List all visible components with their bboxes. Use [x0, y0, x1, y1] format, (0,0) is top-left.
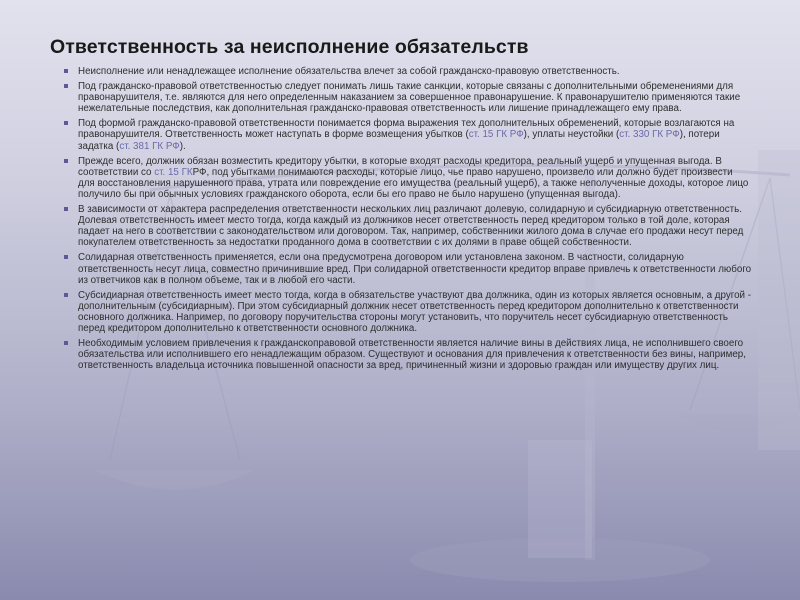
bullet-icon: [64, 159, 68, 163]
list-item: Неисполнение или ненадлежащее исполнение обязательства влечет за собой гражданско-правовую ответственность.: [62, 66, 752, 77]
bullet-icon: [64, 207, 68, 211]
article-link[interactable]: ст. 381 ГК РФ: [119, 140, 180, 152]
bullet-icon: [64, 69, 68, 73]
slide-title: Ответственность за неисполнение обязательств: [50, 36, 529, 58]
list-item: Под формой гражданско-правовой ответственности понимается форма выражения тех дополнительных обременений, которые возлагаются на правонарушителя. Ответственность может наступать в форме возмещения убытков (ст. 15 ГК РФ), уплаты неустойки (ст. 330 ГК РФ), потери задатка (ст. 381 ГК РФ).: [62, 118, 752, 151]
bullet-icon: [64, 255, 68, 259]
bullet-icon: [64, 121, 68, 125]
bullet-list: [62, 66, 752, 375]
list-item: Субсидиарная ответственность имеет место тогда, когда в обязательстве участвуют два должника, один из которых является основным, а другой - дополнительным (субсидиарным). При этом субсидиарный должник несет ответственность перед кредитором дополнительно к ответственности основного должника. Например, по договору поручительства стороны могут установить, что поручитель несет субсидиарную ответственность перед кредитором дополнительно к ответственности основного должника.: [62, 290, 752, 334]
list-item: Прежде всего, должник обязан возместить кредитору убытки, в которые входят расходы кредитора, реальный ущерб и упущенная выгода. В соответствии со ст. 15 ГКРФ, под убытками понимаются расходы, которые лицо, чье право нарушено, произвело или должно будет произвести для восстановления нарушенного права, утрата или повреждение его имущества (реальный ущерб), а также неполученные доходы, которое лицо получило бы при обычных условиях гражданского оборота, если бы его право не было нарушено (упущенная выгода).: [62, 156, 752, 200]
bullet-icon: [64, 341, 68, 345]
list-item: Солидарная ответственность применяется, если она предусмотрена договором или установлена законом. В частности, солидарную ответственность несут лица, совместно причинившие вред. При солидарной ответственности кредитор вправе привлечь к ответственности любого из ответчиков как в полном объеме, так и в любой его части.: [62, 252, 752, 285]
list-item: Под гражданско-правовой ответственностью следует понимать лишь такие санкции, которые связаны с дополнительными обременениями для правонарушителя, т.е. являются для него определенным наказанием за совершенное правонарушение. К правонарушителю применяются такие нежелательные последствия, как дополнительная гражданско-правовая ответственность или лишение принадлежащего ему права.: [62, 81, 752, 114]
article-link[interactable]: ст. 15 ГК РФ: [468, 129, 524, 141]
list-item: В зависимости от характера распределения ответственности нескольких лиц различают долевую, солидарную и субсидиарную ответственность. Долевая ответственность имеет место тогда, когда каждый из должников несет ответственность перед кредитором только в той доле, которая падает на него в соответствии с законодательством или договором. Так, например, собственники жилого дома в случае его продажи несут перед покупателем ответственность за недостатки проданного дома в соответствии с их долями в праве общей собственности.: [62, 204, 752, 248]
article-link[interactable]: ст. 15 ГК: [154, 166, 193, 178]
bullet-icon: [64, 84, 68, 88]
article-link[interactable]: ст. 330 ГК РФ: [619, 129, 680, 141]
list-item: Необходимым условием привлечения к гражданскоправовой ответственности является наличие вины в действиях лица, не исполнившего своего обязательства или исполнившего его ненадлежащим образом. Существуют и основания для привлечения к ответственности без вины, например, ответственность владельца источника повышенной опасности за вред, причиненный жизни и здоровью граждан или имуществу других лиц.: [62, 338, 752, 371]
bullet-icon: [64, 293, 68, 297]
